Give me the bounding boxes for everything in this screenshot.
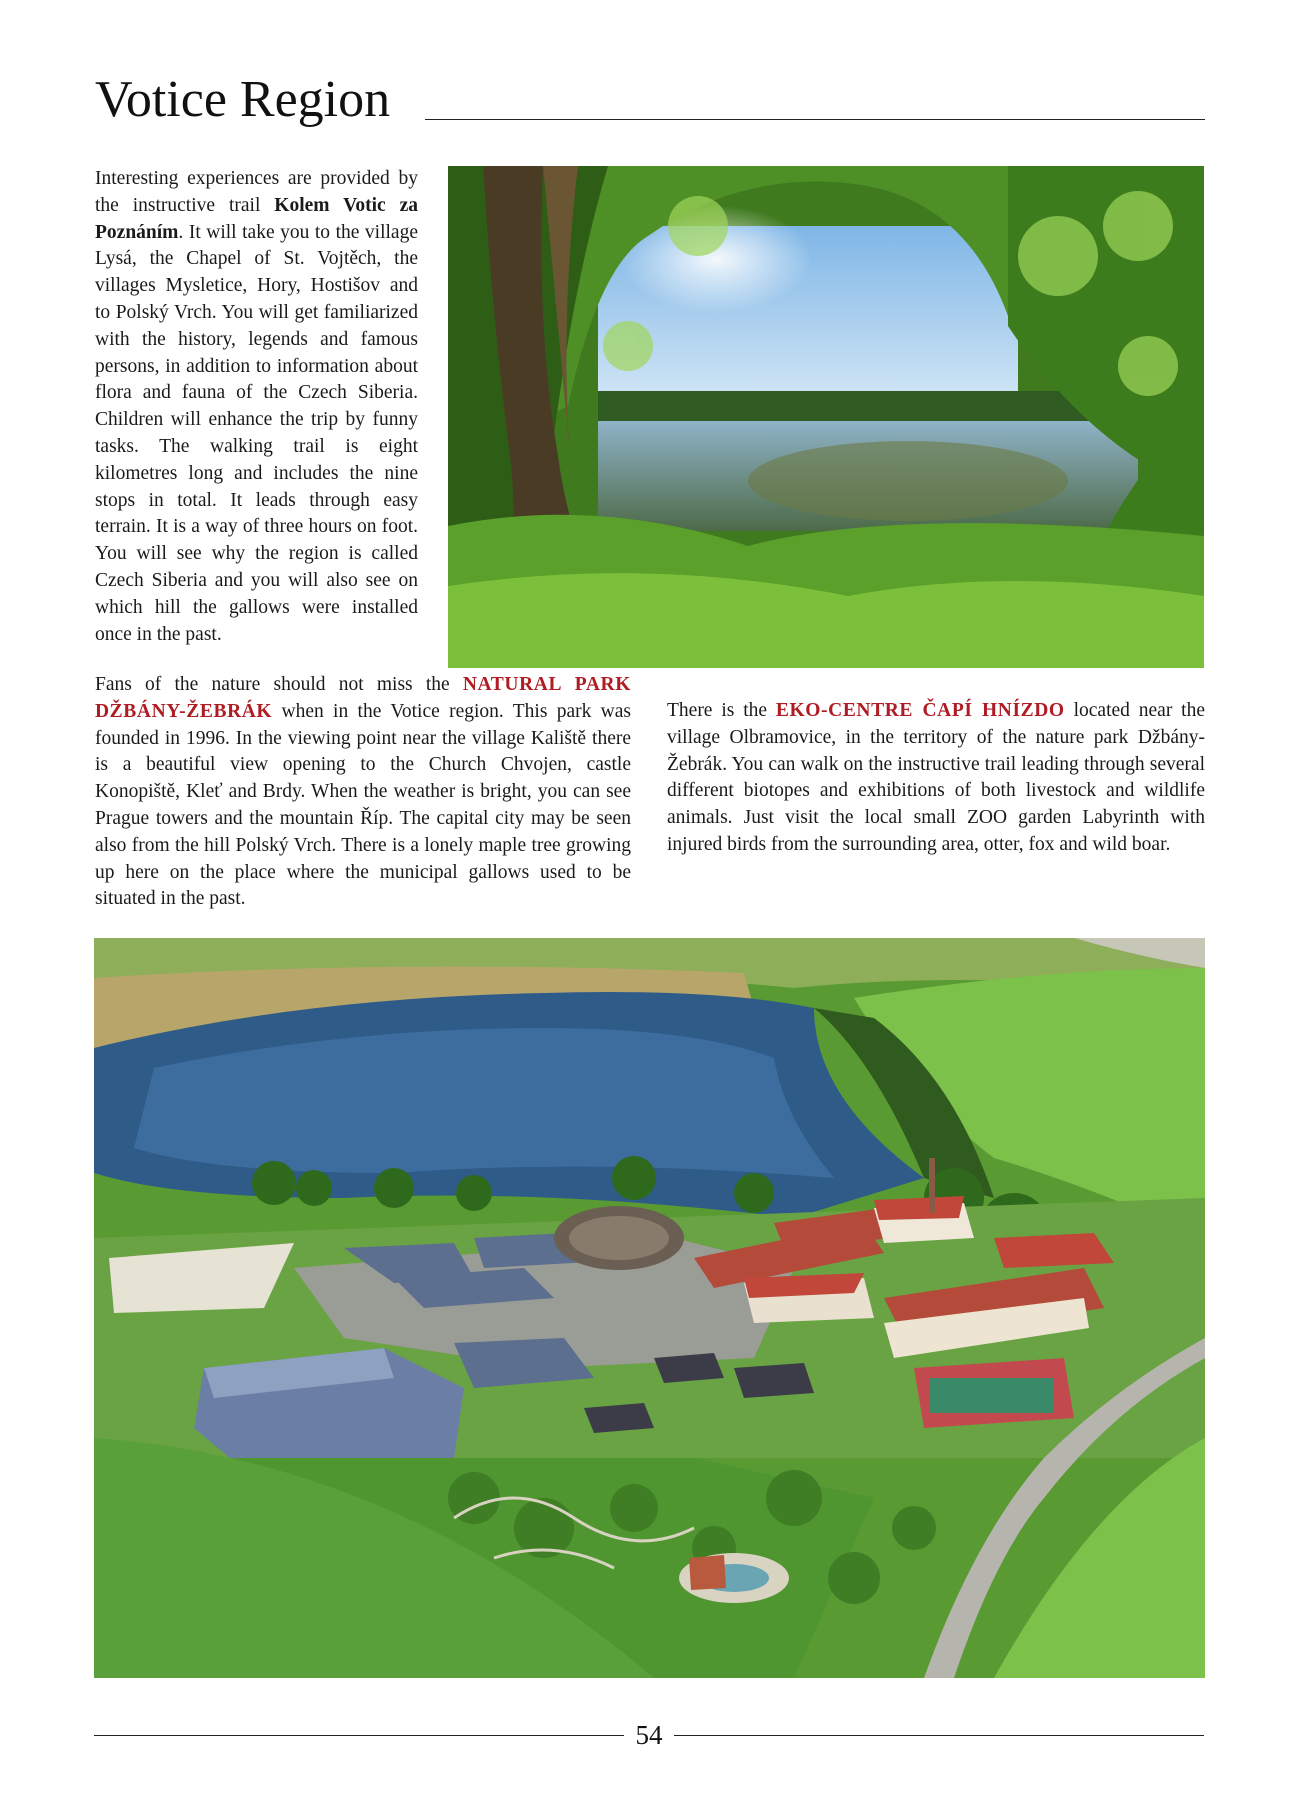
- lake-forest-photo: [448, 166, 1204, 668]
- paragraph-park-text-start: Fans of the nature should not miss the: [95, 674, 463, 695]
- paragraph-eko-centre: [667, 698, 1205, 859]
- paragraph-trail-text-end: . It will take you to the village Lysá, the Chapel of St. Vojtěch, the villages Mysletice, Hory, Hostišov and to Polský Vrch. You will get familiarized with the history, legends and famous persons, in addition to information about flora and fauna of the Czech Siberia. Children will enhance the trip by funny tasks. The walking trail is eight kilometres long and includes the nine stops in total. It leads through easy terrain. It is a way of three hours on foot. You will see why the region is called Czech Siberia and you will also see on which hill the gallows were installed once in the past.: [95, 221, 418, 645]
- paragraph-park-text-end: when in the Votice region. This park was founded in 1996. In the viewing point near the village Kaliště there is a beautiful view opening to the Church Chvojen, castle Konopiště, Kleť and Brdy. When the weather is bright, you can see Prague towers and the mountain Říp. The capital city may be seen also from the hill Polský Vrch. There is a lonely maple tree growing up here on the place where the municipal gallows used to be situated in the past.: [95, 700, 631, 910]
- title-rule: [425, 119, 1205, 120]
- aerial-eko-centre-photo: [94, 938, 1205, 1678]
- page-title: Votice Region: [95, 71, 391, 128]
- footer-rule-left: [94, 1735, 624, 1736]
- paragraph-eko-text-end: located near the village Olbramovice, in the territory of the nature park Džbány-Žebrák. You can walk on the instructive trail leading through several different biotopes and exhibitions of both livestock and wildlife animals. Just visit the local small ZOO garden Labyrinth with injured birds from the surrounding area, otter, fox and wild boar.: [667, 700, 1206, 855]
- natural-park-name: NATURAL PARK DŽBÁNY-ŽEBRÁK: [95, 674, 631, 722]
- paragraph-natural-park: [95, 672, 631, 913]
- page-number: 54: [635, 1720, 663, 1750]
- trail-name: Kolem Votic za Poznáním: [95, 194, 418, 243]
- paragraph-trail-text-start: Interesting experiences are provided by the instructive trail: [95, 168, 418, 216]
- eko-centre-name: EKO-CENTRE ČAPÍ HNÍZDO: [775, 700, 1065, 721]
- footer-rule-right: [674, 1735, 1204, 1736]
- paragraph-trail: [95, 166, 418, 648]
- paragraph-eko-text-start: There is the: [667, 700, 776, 721]
